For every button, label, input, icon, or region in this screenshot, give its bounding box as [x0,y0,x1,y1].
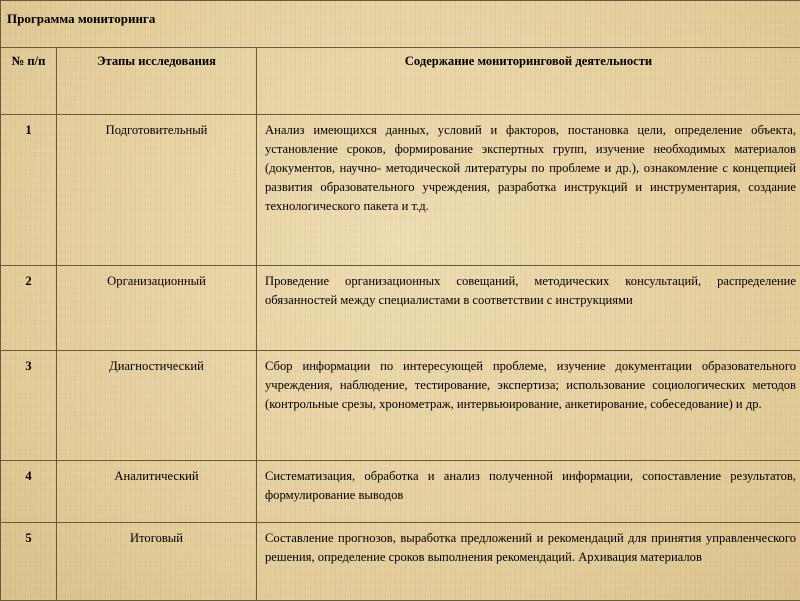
row-stage: Аналитический [57,461,257,523]
row-content: Анализ имеющихся данных, условий и факторов, постановка цели, определение объекта, установление сроков, формирование экспертных групп, изучение необходимых материалов (документов, научно- методической литературы по проблеме и др.), ознакомление с концепцией развития образовательного учреждения, разработка инструкций и инструментария, создание технологического пакета и т.д. [257,115,800,266]
table-title: Программа мониторинга [1,1,800,48]
row-num: 5 [1,523,57,601]
table-row [1,266,800,351]
row-num: 2 [1,266,57,351]
header-content: Содержание мониторинговой деятельности [257,48,800,115]
row-content: Проведение организационных совещаний, методических консультаций, распределение обязанностей между специалистами в соответствии с инструкциями [257,266,800,351]
table-row [1,523,800,601]
table-row [1,115,800,266]
header-row [1,48,800,115]
row-stage: Итоговый [57,523,257,601]
row-stage: Диагностический [57,351,257,461]
row-num: 1 [1,115,57,266]
row-num: 3 [1,351,57,461]
row-content: Систематизация, обработка и анализ полученной информации, сопоставление результатов, формулирование выводов [257,461,800,523]
header-stage: Этапы исследования [57,48,257,115]
header-num: № п/п [1,48,57,115]
row-content: Составление прогнозов, выработка предложений и рекомендаций для принятия управленческого решения, определение сроков выполнения рекомендаций. Архивация материалов [257,523,800,601]
table-row [1,461,800,523]
row-content: Сбор информации по интересующей проблеме, изучение документации образовательного учреждения, наблюдение, тестирование, экспертиза; использование социологических методов (контрольные срезы, хронометраж, интервьюирование, анкетирование, собеседование) и др. [257,351,800,461]
row-stage: Организационный [57,266,257,351]
title-row [1,1,800,48]
row-num: 4 [1,461,57,523]
row-stage: Подготовительный [57,115,257,266]
table-row [1,351,800,461]
